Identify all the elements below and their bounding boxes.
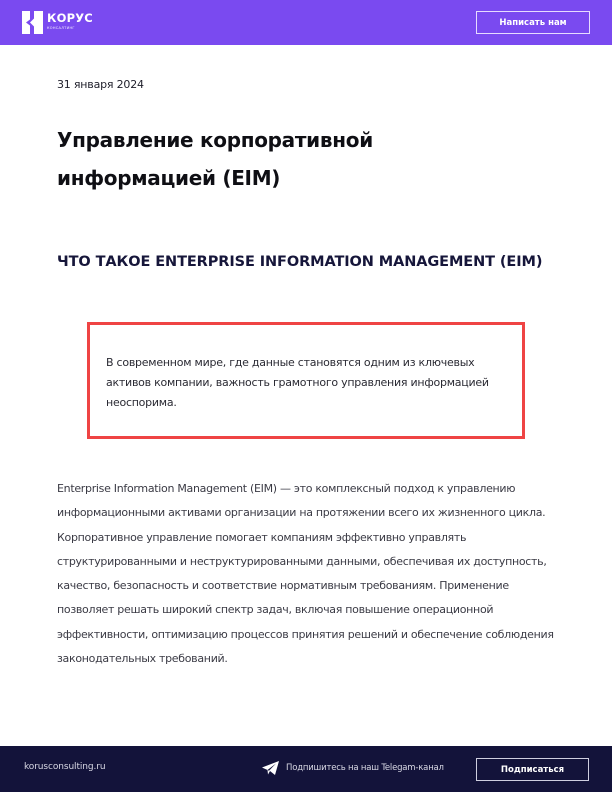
logo-text [47,11,93,31]
highlight-callout [87,322,525,439]
page-title: Управление корпоративной информацией (EIM) [57,128,373,190]
article-body: Enterprise Information Management (EIM) — это комплексный подход к управлению информационными активами организации на протяжении всего их жизненного цикла. Корпоративное управление помогает компаниям эффективно управлять структурированными и неструктурированными данными, обеспечивая их доступность, качество, безопасность и соответствие нормативным требованиям. Применение позволяет решать широкий спектр задач, включая повышение операционной эффективности, оптимизацию процессов принятия решений и обеспечение соблюдения законодательных требований. [57,482,554,666]
site-link[interactable]: korusconsulting.ru [24,762,106,772]
logo-subtitle: КОНСАЛТИНГ [47,26,75,30]
footer [0,746,612,792]
korus-logo[interactable] [22,11,93,34]
korus-logo-icon [22,11,43,34]
subscribe-button[interactable]: Подписаться [476,758,589,781]
top-header [0,0,612,45]
write-us-button[interactable]: Написать нам [476,11,590,34]
telegram-text: Подпишитесь на наш Telegam-канал [286,763,444,773]
article-date: 31 января 2024 [57,78,144,91]
section-heading: ЧТО ТАКОЕ ENTERPRISE INFORMATION MANAGEMENT (EIM) [57,254,543,270]
telegram-icon [262,761,279,775]
telegram-link[interactable] [262,761,444,775]
logo-name: КОРУС [47,11,93,25]
callout-text: В современном мире, где данные становятся одним из ключевых активов компании, важность грамотного управления информацией неоспорима. [106,356,489,409]
